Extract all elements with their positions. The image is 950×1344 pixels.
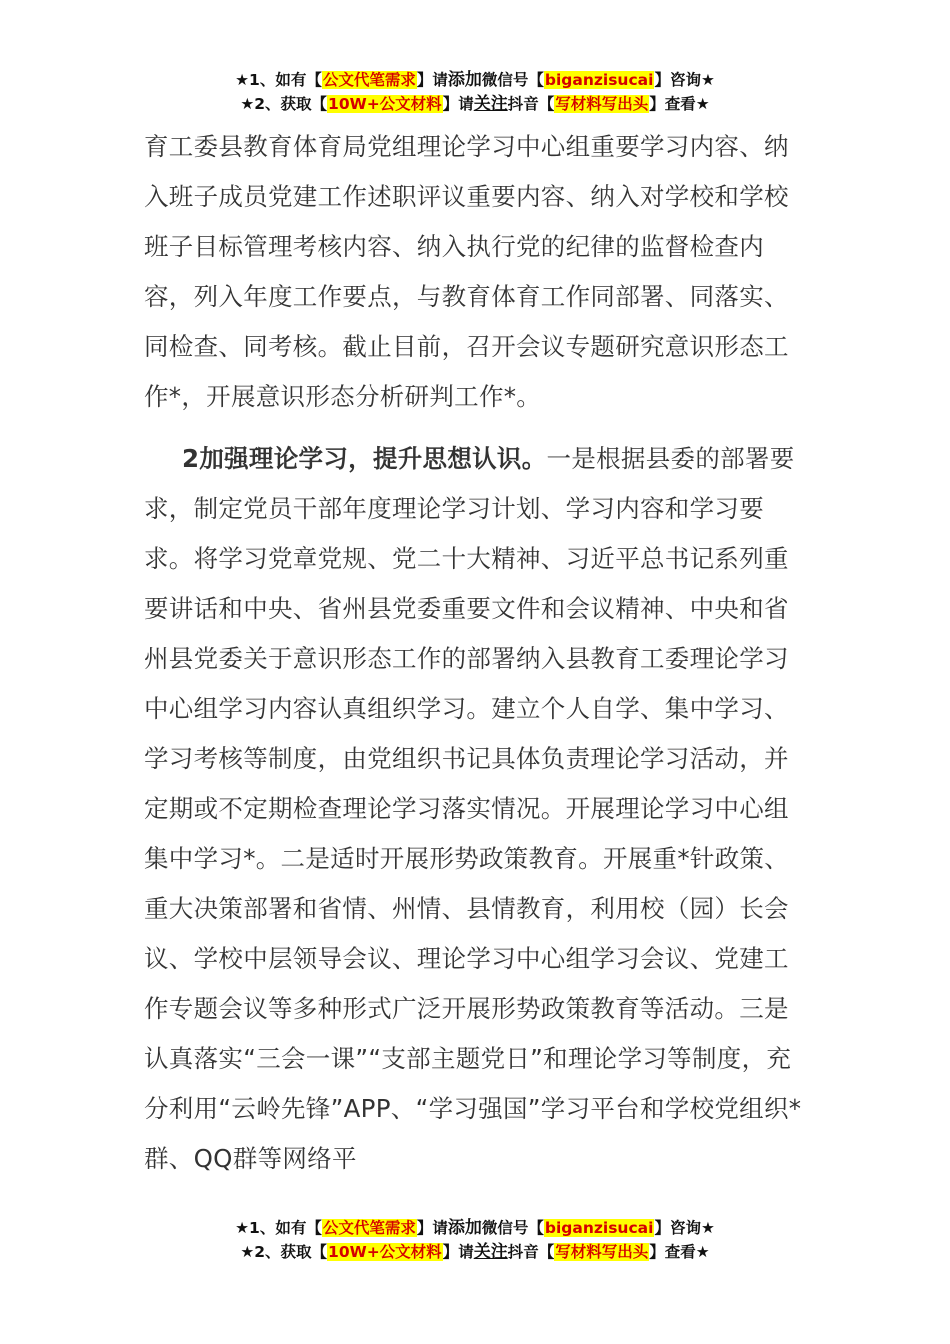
banner-line-1: [0, 68, 950, 92]
banner-emphasis: 关注: [473, 1242, 508, 1262]
banner-highlight: 10W+公文材料: [328, 95, 442, 113]
banner-line-2: [0, 92, 950, 116]
banner-highlight: biganzisucai: [544, 1219, 654, 1237]
banner-text: 】请: [442, 95, 474, 113]
banner-highlight: 写材料写出头: [555, 95, 649, 113]
banner-text: 抖音【: [507, 95, 555, 113]
banner-text: 微信号【: [481, 71, 544, 89]
footer-banner: [0, 1216, 950, 1264]
banner-line-1: [0, 1216, 950, 1240]
banner-text: 】请: [416, 1219, 448, 1237]
banner-highlight: 10W+公文材料: [328, 1243, 442, 1261]
banner-highlight: 写材料写出头: [555, 1243, 649, 1261]
banner-text: ★2、获取【: [240, 95, 328, 113]
banner-highlight: biganzisucai: [544, 71, 654, 89]
banner-text: ★1、如有【: [235, 71, 322, 89]
paragraph-2-heading: 2加强理论学习，提升思想认识。: [181, 444, 547, 473]
banner-text: 】请: [442, 1243, 474, 1261]
banner-emphasis: 添加: [447, 70, 482, 90]
document-body: [144, 122, 804, 1184]
banner-emphasis: 添加: [447, 1218, 482, 1238]
banner-text: 】咨询★: [654, 1219, 715, 1237]
banner-text: 】请: [416, 71, 448, 89]
banner-text: 微信号【: [481, 1219, 544, 1237]
banner-emphasis: 关注: [473, 94, 508, 114]
banner-line-2: [0, 1240, 950, 1264]
banner-text: 抖音【: [507, 1243, 555, 1261]
banner-text: 】咨询★: [654, 71, 715, 89]
header-banner: [0, 68, 950, 116]
paragraph-1: 育工委县教育体育局党组理论学习中心组重要学习内容、纳入班子成员党建工作述职评议重要内容、纳入对学校和学校班子目标管理考核内容、纳入执行党的纪律的监督检查内容，列入年度工作要点，与教育体育工作同部署、同落实、同检查、同考核。截止目前，召开会议专题研究意识形态工作*，开展意识形态分析研判工作*。: [144, 132, 789, 411]
banner-text: 】查看★: [649, 1243, 710, 1261]
banner-text: ★1、如有【: [235, 1219, 322, 1237]
paragraph-2: [144, 434, 804, 1184]
banner-text: 】查看★: [649, 95, 710, 113]
paragraph-2-text: 一是根据县委的部署要求，制定党员干部年度理论学习计划、学习内容和学习要求。将学习党章党规、党二十大精神、习近平总书记系列重要讲话和中央、省州县党委重要文件和会议精神、中央和省州县党委关于意识形态工作的部署纳入县教育工委理论学习中心组学习内容认真组织学习。建立个人自学、集中学习、学习考核等制度，由党组织书记具体负责理论学习活动，并定期或不定期检查理论学习落实情况。开展理论学习中心组集中学习*。二是适时开展形势政策教育。开展重*针政策、重大决策部署和省情、州情、县情教育，利用校（园）长会议、学校中层领导会议、理论学习中心组学习会议、党建工作专题会议等多种形式广泛开展形势政策教育等活动。三是认真落实“三会一课”“支部主题党日”和理论学习等制度，充分利用“云岭先锋”APP、“学习强国”学习平台和学校党组织*群、QQ群等网络平: [144, 444, 802, 1173]
banner-highlight: 公文代笔需求: [322, 1219, 416, 1237]
banner-highlight: 公文代笔需求: [322, 71, 416, 89]
banner-text: ★2、获取【: [240, 1243, 328, 1261]
